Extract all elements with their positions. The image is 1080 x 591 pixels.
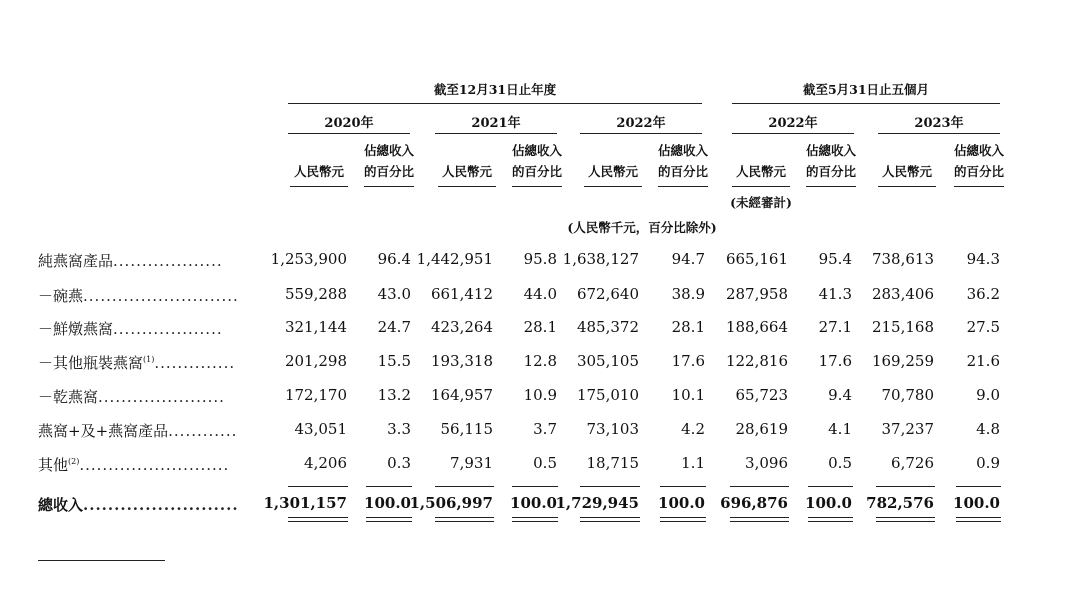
percent-cell: 95.8 <box>523 250 557 268</box>
row-label <box>38 420 237 441</box>
total-double-rule <box>660 517 706 522</box>
amount-cell: 65,723 <box>735 386 788 404</box>
percent-cell: 100.0 <box>805 494 852 512</box>
amount-cell: 559,288 <box>284 285 347 303</box>
percent-cell: 10.1 <box>671 386 705 404</box>
percent-cell: 0.5 <box>533 454 557 472</box>
amount-cell: 70,780 <box>881 386 934 404</box>
subtotal-rule <box>730 486 789 487</box>
subtotal-rule <box>660 486 706 487</box>
percent-cell: 13.2 <box>377 386 411 404</box>
percent-cell: 27.1 <box>818 318 852 336</box>
percent-cell: 44.0 <box>523 285 557 303</box>
col-header-rule <box>584 186 642 187</box>
amount-cell: 283,406 <box>871 285 934 303</box>
percent-cell: 100.0 <box>510 494 557 512</box>
dot-leader: .......................... <box>79 456 230 474</box>
row-label-text: 純燕窩產品 <box>38 252 114 270</box>
col-header-rmb: 人民幣元 <box>735 164 786 179</box>
amount-cell: 7,931 <box>450 454 493 472</box>
percent-cell: 95.4 <box>818 250 852 268</box>
row-label-text: 總收入 <box>38 496 84 514</box>
percent-cell: 36.2 <box>966 285 1000 303</box>
subtotal-rule <box>366 486 412 487</box>
row-label <box>38 352 235 373</box>
year-rule-2022 <box>580 133 702 134</box>
percent-cell: 41.3 <box>818 285 852 303</box>
percent-cell: 43.0 <box>377 285 411 303</box>
fiscal-year-group-rule <box>288 103 702 104</box>
amount-cell: 738,613 <box>871 250 934 268</box>
footnote-marker: (2) <box>68 457 80 466</box>
dot-leader: ................... <box>113 320 223 338</box>
percent-cell: 0.5 <box>828 454 852 472</box>
percent-cell: 9.4 <box>828 386 852 404</box>
col-header-pct-line2: 的百分比 <box>364 164 415 179</box>
amount-cell: 18,715 <box>586 454 639 472</box>
footnote-rule <box>38 560 165 561</box>
year-rule-2020 <box>288 133 410 134</box>
col-header-rule <box>658 186 708 187</box>
amount-cell: 169,259 <box>871 352 934 370</box>
amount-cell: 1,729,945 <box>555 494 639 512</box>
five-month-group-header: 截至5月31日止五個月 <box>802 82 930 97</box>
amount-cell: 665,161 <box>725 250 788 268</box>
amount-cell: 485,372 <box>576 318 639 336</box>
dot-leader: .............. <box>154 354 236 372</box>
fiscal-year-group-header: 截至12月31日止年度 <box>433 82 557 97</box>
amount-cell: 43,051 <box>294 420 347 438</box>
col-header-pct-line2: 的百分比 <box>512 164 563 179</box>
subtotal-rule <box>956 486 1001 487</box>
year-header-2020: 2020年 <box>324 116 374 131</box>
dot-leader: ......................... <box>83 496 239 514</box>
amount-cell: 73,103 <box>586 420 639 438</box>
amount-cell: 3,096 <box>745 454 788 472</box>
amount-cell: 305,105 <box>576 352 639 370</box>
amount-cell: 672,640 <box>576 285 639 303</box>
col-header-rule <box>806 186 856 187</box>
col-header-rule <box>364 186 414 187</box>
amount-cell: 28,619 <box>735 420 788 438</box>
row-label <box>38 494 239 515</box>
percent-cell: 100.0 <box>364 494 411 512</box>
col-header-rmb: 人民幣元 <box>293 164 344 179</box>
percent-cell: 28.1 <box>523 318 557 336</box>
row-label <box>38 386 225 407</box>
col-header-pct-line2: 的百分比 <box>806 164 857 179</box>
col-header-pct-line1: 佔總收入 <box>364 143 415 158</box>
dot-leader: ................... <box>113 252 223 270</box>
total-double-rule <box>366 517 412 522</box>
amount-cell: 1,253,900 <box>270 250 347 268</box>
col-header-pct-line2: 的百分比 <box>658 164 709 179</box>
amount-cell: 423,264 <box>430 318 493 336</box>
dot-leader: ...................... <box>98 388 225 406</box>
subtotal-rule <box>808 486 853 487</box>
total-double-rule <box>435 517 494 522</box>
percent-cell: 27.5 <box>966 318 1000 336</box>
row-label-text: 其他 <box>38 456 69 474</box>
col-header-pct-line2: 的百分比 <box>954 164 1005 179</box>
col-header-rmb: 人民幣元 <box>881 164 932 179</box>
amount-cell: 56,115 <box>440 420 493 438</box>
unaudited-note: (未經審計) <box>730 195 792 210</box>
amount-cell: 188,664 <box>725 318 788 336</box>
amount-cell: 215,168 <box>871 318 934 336</box>
subtotal-rule <box>580 486 640 487</box>
total-double-rule <box>956 517 1001 522</box>
amount-cell: 287,958 <box>725 285 788 303</box>
amount-cell: 201,298 <box>284 352 347 370</box>
row-label-text: －其他瓶裝燕窩 <box>38 354 144 372</box>
amount-cell: 1,506,997 <box>409 494 493 512</box>
col-header-pct-line1: 佔總收入 <box>806 143 857 158</box>
dot-leader: ........................... <box>83 287 239 305</box>
footnote-marker: (1) <box>143 355 155 364</box>
percent-cell: 94.3 <box>966 250 1000 268</box>
row-label <box>38 454 229 475</box>
row-label-text: 燕窩+及+燕窩產品 <box>38 422 169 440</box>
row-label <box>38 250 223 271</box>
percent-cell: 1.1 <box>681 454 705 472</box>
amount-cell: 122,816 <box>725 352 788 370</box>
year-header-2021: 2021年 <box>471 116 521 131</box>
percent-cell: 12.8 <box>523 352 557 370</box>
percent-cell: 100.0 <box>953 494 1000 512</box>
dot-leader: ............ <box>168 422 238 440</box>
percent-cell: 17.6 <box>818 352 852 370</box>
amount-cell: 193,318 <box>430 352 493 370</box>
amount-cell: 321,144 <box>284 318 347 336</box>
amount-cell: 6,726 <box>891 454 934 472</box>
percent-cell: 4.8 <box>976 420 1000 438</box>
total-double-rule <box>808 517 853 522</box>
percent-cell: 28.1 <box>671 318 705 336</box>
col-header-pct-line1: 佔總收入 <box>954 143 1005 158</box>
percent-cell: 96.4 <box>377 250 411 268</box>
percent-cell: 38.9 <box>671 285 705 303</box>
percent-cell: 0.9 <box>976 454 1000 472</box>
amount-cell: 1,638,127 <box>562 250 639 268</box>
amount-cell: 37,237 <box>881 420 934 438</box>
total-double-rule <box>730 517 789 522</box>
amount-cell: 172,170 <box>284 386 347 404</box>
col-header-rmb: 人民幣元 <box>587 164 638 179</box>
amount-cell: 164,957 <box>430 386 493 404</box>
year-rule-2021 <box>435 133 557 134</box>
amount-cell: 696,876 <box>720 494 788 512</box>
percent-cell: 15.5 <box>377 352 411 370</box>
amount-cell: 1,301,157 <box>263 494 347 512</box>
subtotal-rule <box>876 486 935 487</box>
amount-cell: 782,576 <box>866 494 934 512</box>
amount-cell: 1,442,951 <box>416 250 493 268</box>
amount-cell: 175,010 <box>576 386 639 404</box>
row-label <box>38 318 223 339</box>
total-double-rule <box>512 517 558 522</box>
row-label-text: －鮮燉燕窩 <box>38 320 114 338</box>
percent-cell: 3.7 <box>533 420 557 438</box>
row-label-text: －乾燕窩 <box>38 388 99 406</box>
col-header-pct-line1: 佔總收入 <box>658 143 709 158</box>
percent-cell: 4.2 <box>681 420 705 438</box>
percent-cell: 3.3 <box>387 420 411 438</box>
year-rule-2023-5m <box>878 133 1000 134</box>
percent-cell: 21.6 <box>966 352 1000 370</box>
col-header-rule <box>954 186 1004 187</box>
percent-cell: 24.7 <box>377 318 411 336</box>
subtotal-rule <box>288 486 348 487</box>
percent-cell: 4.1 <box>828 420 852 438</box>
col-header-rule <box>732 186 790 187</box>
col-header-rule <box>438 186 496 187</box>
unit-note: (人民幣千元，百分比除外) <box>567 220 717 235</box>
year-rule-2022-5m <box>732 133 854 134</box>
subtotal-rule <box>512 486 558 487</box>
amount-cell: 661,412 <box>430 285 493 303</box>
percent-cell: 94.7 <box>671 250 705 268</box>
year-header-2022-5m: 2022年 <box>768 116 818 131</box>
percent-cell: 9.0 <box>976 386 1000 404</box>
total-double-rule <box>288 517 348 522</box>
amount-cell: 4,206 <box>304 454 347 472</box>
row-label-text: －碗燕 <box>38 287 84 305</box>
year-header-2022: 2022年 <box>616 116 666 131</box>
col-header-rule <box>290 186 348 187</box>
five-month-group-rule <box>732 103 1000 104</box>
col-header-pct-line1: 佔總收入 <box>512 143 563 158</box>
col-header-rule <box>512 186 562 187</box>
row-label <box>38 285 239 306</box>
percent-cell: 100.0 <box>658 494 705 512</box>
percent-cell: 17.6 <box>671 352 705 370</box>
total-double-rule <box>876 517 935 522</box>
year-header-2023-5m: 2023年 <box>914 116 964 131</box>
col-header-rmb: 人民幣元 <box>441 164 492 179</box>
total-double-rule <box>580 517 640 522</box>
subtotal-rule <box>435 486 494 487</box>
col-header-rule <box>878 186 936 187</box>
percent-cell: 0.3 <box>387 454 411 472</box>
percent-cell: 10.9 <box>523 386 557 404</box>
